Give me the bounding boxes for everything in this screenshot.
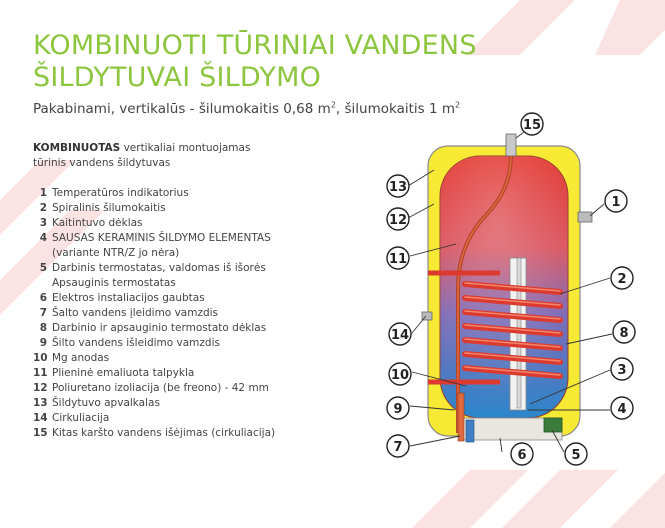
callout-15-label: 15 [522, 118, 542, 133]
legend-item [33, 186, 275, 201]
legend-number: 14 [33, 412, 48, 424]
legend-text-line: (variante NTR/Z jo nėra) [52, 247, 180, 259]
legend-number: 4 [39, 232, 47, 244]
legend-text [52, 411, 109, 426]
title-line-1: KOMBINUOTI TŪRINIAI VANDENS [33, 30, 477, 61]
legend-item [33, 201, 275, 216]
legend-text [52, 231, 271, 261]
callout-5-label: 5 [571, 448, 581, 463]
legend-text [52, 261, 266, 291]
legend-text-line: Temperatūros indikatorius [52, 187, 189, 199]
legend-text [52, 201, 166, 216]
legend-text-line: Kaitintuvo dėklas [52, 217, 143, 229]
cold-water-pipe [458, 393, 464, 441]
legend-item [33, 426, 275, 441]
legend-text [52, 321, 266, 336]
legend-text-line: Mg anodas [52, 352, 110, 364]
callout-4-label: 4 [617, 402, 627, 417]
legend-text-line: Spiralinis šilumokaitis [52, 202, 166, 214]
legend-number: 8 [39, 322, 47, 334]
title-line-2: ŠILDYTUVAI ŠILDYMO [33, 62, 322, 93]
legend-text-line: Elektros instaliacijos gaubtas [52, 292, 205, 304]
legend-text [52, 351, 109, 366]
legend-number: 5 [39, 262, 47, 274]
legend-item [33, 351, 275, 366]
legend-number: 9 [39, 337, 47, 349]
legend-text-line: Darbinis termostatas, valdomas iš išorės [52, 262, 266, 274]
thermostat-box [544, 418, 562, 432]
legend-text [52, 186, 189, 201]
legend-item [33, 216, 275, 231]
legend-item [33, 291, 275, 306]
callout-12-label: 12 [388, 213, 408, 228]
callout-6-label: 6 [517, 448, 527, 463]
legend-text-line: Cirkuliacija [52, 412, 110, 424]
legend-list [33, 186, 275, 441]
legend-number: 15 [33, 427, 48, 439]
legend-number: 10 [33, 352, 48, 364]
legend-text-line: Šalto vandens įleidimo vamzdis [52, 307, 219, 319]
callout-2-label: 2 [617, 272, 627, 287]
intro-line-2: tūrinis vandens šildytuvas [33, 157, 171, 169]
legend-text-line: Kitas karšto vandens išėjimas (cirkuliacija) [52, 427, 276, 439]
cold-water-inlet [466, 420, 474, 442]
callout-7-label: 7 [393, 440, 403, 455]
legend-text-line: Darbinio ir apsauginio termostato dėklas [52, 322, 267, 334]
legend-item [33, 306, 275, 321]
legend-number: 7 [39, 307, 47, 319]
legend-number: 3 [39, 217, 47, 229]
legend-item [33, 336, 275, 351]
legend-item [33, 366, 275, 381]
legend-item [33, 411, 275, 426]
legend-text [52, 396, 160, 411]
legend-item [33, 381, 275, 396]
legend-item [33, 231, 275, 261]
legend-text [52, 381, 269, 396]
legend-text [52, 426, 275, 441]
legend-number: 2 [39, 202, 47, 214]
legend-item [33, 261, 275, 291]
callout-13-label: 13 [388, 180, 408, 195]
legend-item [33, 321, 275, 336]
legend-number: 13 [33, 397, 48, 409]
legend-text-line: Plieninė emaliuota talpykla [52, 367, 195, 379]
legend-number: 12 [33, 382, 48, 394]
top-outlet-pipe [506, 134, 516, 156]
legend-number: 1 [39, 187, 47, 199]
subtitle-middle: , šilumokaitis 1 m [335, 101, 455, 117]
callout-11-label: 11 [388, 252, 408, 267]
callout-8-label: 8 [619, 326, 629, 341]
page-title [33, 30, 477, 94]
legend-text-line: SAUSAS KERAMINIS ŠILDYMO ELEMENTAS [52, 232, 271, 244]
intro-bold: KOMBINUOTAS [33, 142, 121, 154]
legend-text-line: Apsauginis termostatas [52, 277, 176, 289]
subtitle-prefix: Pakabinami, vertikalūs - šilumokaitis 0,68 m [33, 101, 331, 117]
legend-text-line: Šilto vandens išleidimo vamzdis [52, 337, 220, 349]
legend-number: 11 [33, 367, 48, 379]
callout-9-label: 9 [393, 402, 403, 417]
callout-1-label: 1 [611, 195, 621, 210]
legend-text [52, 291, 205, 306]
subtitle-sup-1: 2 [330, 100, 336, 110]
legend-number: 6 [39, 292, 47, 304]
callout-14-label: 14 [390, 328, 410, 343]
legend-text-line: Poliuretano izoliacija (be freono) - 42 mm [52, 382, 269, 394]
callout-3-label: 3 [617, 363, 627, 378]
callout-10-label: 10 [390, 368, 410, 383]
legend-text [52, 336, 220, 351]
water-heater-diagram [370, 108, 662, 480]
legend-text [52, 216, 143, 231]
subtitle-sup-2: 2 [455, 100, 461, 110]
temperature-indicator [578, 212, 592, 222]
legend-item [33, 396, 275, 411]
legend-text-line: Šildytuvo apvalkalas [52, 397, 160, 409]
legend-text [52, 366, 194, 381]
intro-text [33, 141, 273, 171]
legend-text [52, 306, 218, 321]
intro-line-1: vertikaliai montuojamas [120, 142, 251, 154]
